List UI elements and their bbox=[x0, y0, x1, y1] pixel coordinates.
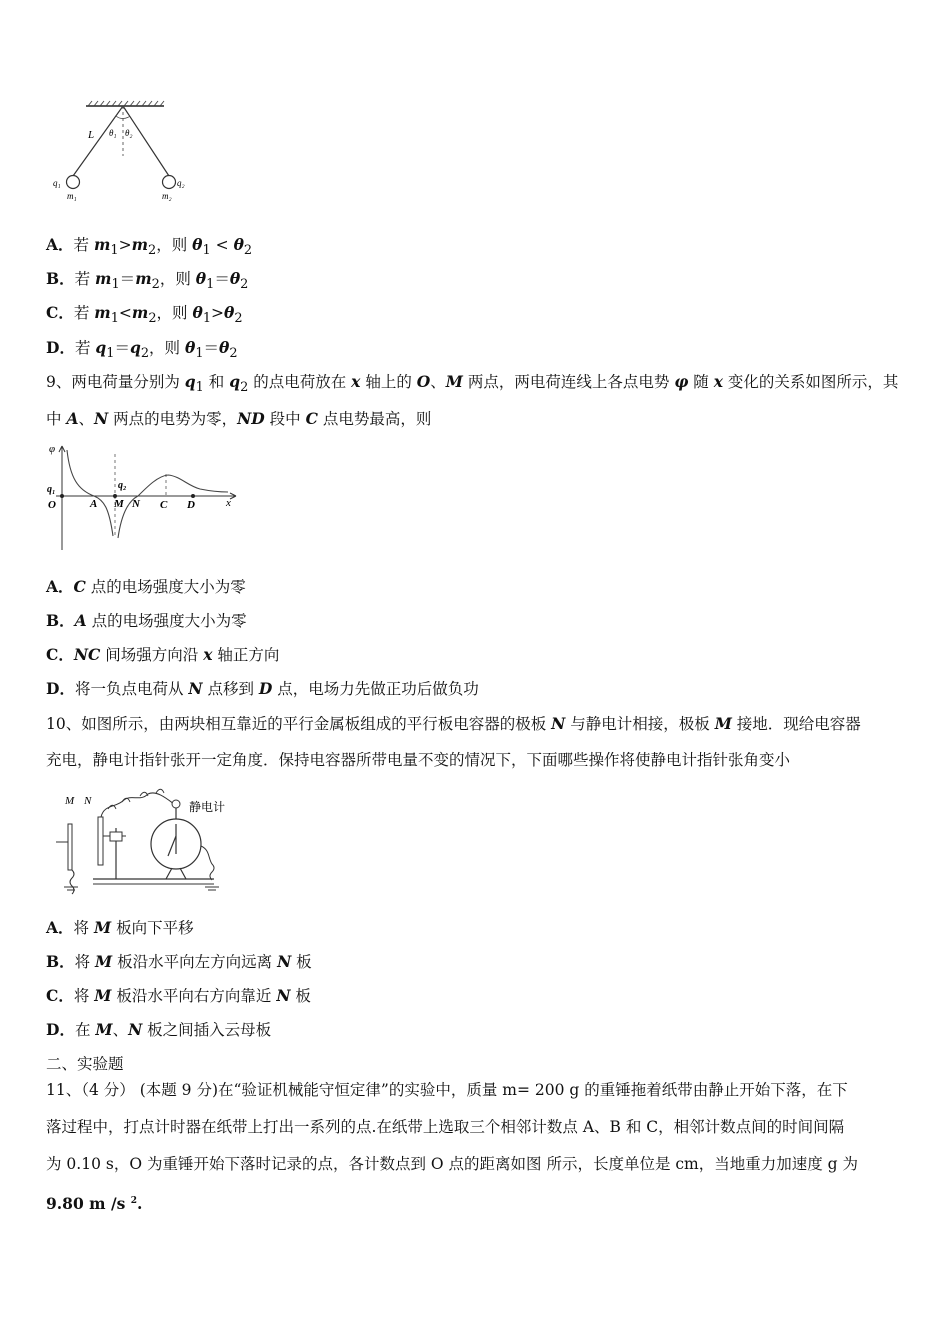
q10-option-b: B．将 M 板沿水平向左方向远离 N 板 bbox=[46, 952, 312, 971]
label-q1: q₁ bbox=[47, 484, 56, 495]
label-D: D bbox=[187, 499, 195, 511]
q9-option-a: A．C 点的电场强度大小为零 bbox=[46, 577, 246, 596]
label-theta2: θ₂ bbox=[125, 128, 133, 138]
q8-option-d: D．若 $q_1=q_2$，则 $\theta_1=\theta_2$ bbox=[46, 338, 238, 362]
q11-line3: 为 0.10 s，O 为重锤开始下落时记录的点，各计数点到 O 点的距离如图 所示，长度单位是 cm，当地重力加速度 g 为 bbox=[46, 1155, 859, 1173]
q9-option-d: D．将一负点电荷从 N 点移到 D 点，电场力先做正功后做负功 bbox=[46, 679, 479, 698]
electroscope-label: 静电计 bbox=[189, 800, 226, 814]
label-M: M bbox=[65, 795, 75, 807]
label-N: N bbox=[132, 498, 140, 510]
capacitor-figure bbox=[44, 784, 244, 899]
q11-line4: 9.80 m /s $^2$. bbox=[46, 1194, 143, 1214]
q10-option-d: D．在 M、N 板之间插入云母板 bbox=[46, 1020, 272, 1039]
label-q1: q₁ bbox=[53, 178, 61, 188]
q8-option-b: B．若 $m_1=m_2$，则 $\theta_1=\theta_2$ bbox=[46, 269, 249, 293]
label-L: L bbox=[88, 129, 95, 141]
q9-stem-line1: 9、两电荷量分别为 $q_1$ 和 $q_2$ 的点电荷放在 x 轴上的 O、M 两点，两电荷连线上各点电势 φ 随 x 变化的关系如图所示，其 bbox=[46, 372, 899, 396]
label-M: M bbox=[114, 498, 124, 510]
label-O: O bbox=[48, 499, 56, 511]
label-q2: q₂ bbox=[177, 178, 185, 188]
potential-graph bbox=[44, 440, 244, 555]
axis-label-phi: φ bbox=[49, 443, 56, 455]
pendulum-figure bbox=[46, 96, 216, 206]
q10-option-a: A．将 M 板向下平移 bbox=[46, 918, 194, 937]
q10-stem-line1: 10、如图所示，由两块相互靠近的平行金属板组成的平行板电容器的极板 N 与静电计相接，极板 M 接地．现给电容器 bbox=[46, 714, 861, 733]
q10-stem-line2: 充电，静电计指针张开一定角度．保持电容器所带电量不变的情况下，下面哪些操作将使静电计指针张角变小 bbox=[46, 751, 791, 769]
q10-option-c: C．将 M 板沿水平向右方向靠近 N 板 bbox=[46, 986, 311, 1005]
label-C: C bbox=[160, 499, 168, 511]
label-m2: m₂ bbox=[162, 191, 172, 201]
q9-stem-line2: 中 A、N 两点的电势为零，ND 段中 C 点电势最高，则 bbox=[46, 409, 432, 428]
q8-option-c: C．若 $m_1<m_2$，则 $\theta_1>\theta_2$ bbox=[46, 303, 243, 327]
q11-line2: 落过程中，打点计时器在纸带上打出一系列的点.在纸带上选取三个相邻计数点 A、B 和 C，相邻计数点间的时间间隔 bbox=[46, 1118, 845, 1136]
label-A: A bbox=[90, 498, 98, 510]
q11-line1: 11、（4 分） (本题 9 分)在“验证机械能守恒定律”的实验中，质量 m= 200 g 的重锤拖着纸带由静止开始下落，在下 bbox=[46, 1081, 848, 1099]
label-q2: q₂ bbox=[118, 480, 127, 491]
q9-option-c: C．NC 间场强方向沿 x 轴正方向 bbox=[46, 645, 280, 664]
label-theta1: θ₁ bbox=[109, 128, 117, 138]
q9-option-b: B．A 点的电场强度大小为零 bbox=[46, 611, 247, 630]
q8-option-a: A．若 $m_1>m_2$，则 $\theta_1 < \theta_2$ bbox=[46, 235, 253, 259]
section-heading: 二、实验题 bbox=[46, 1055, 124, 1073]
label-m1: m₁ bbox=[67, 191, 77, 201]
axis-label-x: x bbox=[226, 497, 231, 509]
label-N: N bbox=[84, 795, 92, 807]
